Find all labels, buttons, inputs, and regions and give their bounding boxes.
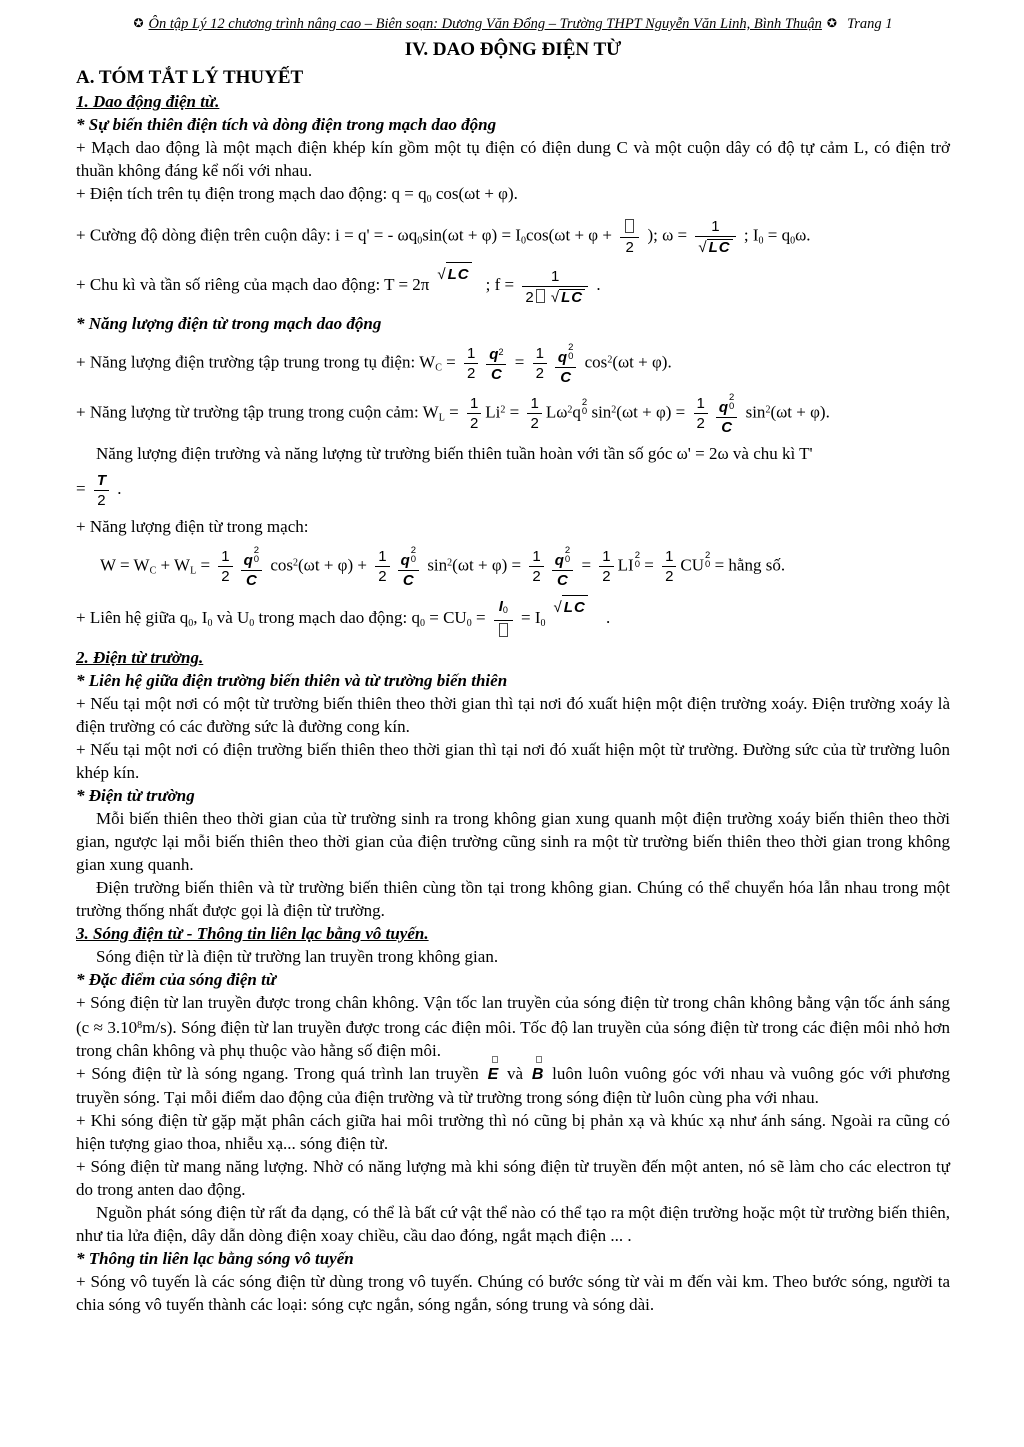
- stack-subscript: 0: [410, 553, 417, 565]
- text-run: 1: [602, 548, 611, 566]
- fraction-denominator: [527, 414, 541, 431]
- text-run: 2: [532, 568, 541, 586]
- text-run: + Chu kì và tần số riêng của mạch dao động: T = 2π: [76, 275, 430, 294]
- stack-subscript: 0: [634, 559, 640, 570]
- fraction-numerator: [467, 395, 481, 414]
- text-run: + Điện tích trên tụ điện trong mạch dao động: q = q: [76, 184, 427, 203]
- fraction-numerator: [529, 548, 543, 567]
- text-run: = CU: [425, 607, 467, 627]
- paragraph: Năng lượng điện trường và năng lượng từ trường biến thiên tuần hoàn với tần số góc ω' = 2ω và chu kì T': [96, 443, 813, 463]
- paragraph: [76, 595, 950, 640]
- fraction: [694, 395, 708, 431]
- sqrt-expression: [551, 289, 585, 306]
- text-run: 2: [378, 568, 387, 586]
- fraction: [599, 548, 613, 584]
- fraction-denominator: [241, 571, 262, 588]
- fraction-numerator: [522, 268, 588, 287]
- fraction-numerator: [375, 548, 389, 567]
- sqrt-expression: [437, 266, 471, 283]
- math-var: q: [243, 551, 253, 569]
- subscript: 0: [188, 617, 194, 629]
- fraction: [716, 392, 737, 435]
- fraction-denominator: [552, 571, 573, 588]
- fraction-denominator: [662, 567, 676, 584]
- subscript: C: [435, 362, 442, 373]
- fraction-denominator: [464, 364, 478, 381]
- text-run: + W: [156, 555, 191, 574]
- math-var: C: [721, 418, 733, 436]
- numbered-heading: 1. Dao động điện từ.: [76, 92, 220, 111]
- text-run: 1: [551, 267, 560, 285]
- star-heading: * Đặc điểm của sóng điện từ: [76, 970, 277, 990]
- fraction: [241, 545, 262, 588]
- superscript: 2: [611, 404, 617, 415]
- fraction: [398, 545, 419, 588]
- math-var: C: [402, 571, 414, 589]
- paragraph: [76, 342, 950, 385]
- star-heading: * Sự biến thiên điện tích và dòng điện trong mạch dao động: [76, 115, 497, 134]
- paragraph: [76, 1062, 950, 1109]
- fraction-numerator: [662, 548, 676, 567]
- stack-superscript: 2: [705, 550, 711, 561]
- subscript: 0: [249, 617, 255, 629]
- text-run: + Sóng điện từ lan truyền được trong chân không. Vận tốc lan truyền của sóng điện từ trong chân không bằng vận tốc ánh sáng (c ≈ 3.10: [76, 993, 950, 1038]
- text-run: ; f =: [485, 275, 519, 294]
- subscript: L: [190, 565, 197, 576]
- text-run: =: [196, 555, 215, 574]
- text-run: 1: [532, 548, 541, 566]
- text-run: (ωt + φ).: [612, 352, 672, 371]
- paragraph: [76, 182, 950, 211]
- fraction-numerator: [533, 345, 547, 364]
- stack-superscript: 2: [568, 341, 574, 353]
- superscript: 2: [500, 404, 506, 415]
- text-run: LI: [617, 555, 634, 574]
- fraction-denominator: [599, 567, 613, 584]
- text-run: = q: [763, 225, 791, 245]
- math-var: q: [554, 551, 564, 569]
- math-var: q: [718, 398, 729, 416]
- text-run: 2: [466, 365, 476, 383]
- star-heading: * Điện từ trường: [76, 786, 195, 806]
- fraction-numerator: [555, 342, 576, 368]
- fraction: [522, 268, 588, 305]
- stack-subscript: 0: [564, 553, 571, 565]
- text-run: .: [113, 478, 122, 498]
- fraction: [620, 218, 639, 255]
- fraction: [464, 345, 478, 381]
- fraction: [529, 548, 543, 584]
- fraction: [467, 395, 481, 431]
- text-run: cos: [266, 555, 294, 574]
- fraction-denominator: [486, 365, 506, 382]
- text-run: , I: [193, 607, 208, 627]
- sqrt-expression: [554, 599, 588, 616]
- text-run: 1: [530, 395, 539, 413]
- fraction-numerator: [241, 545, 262, 571]
- text-run: Li: [485, 402, 501, 421]
- text-run: (ωt + φ).: [770, 402, 830, 421]
- ornament-icon: ✪: [826, 16, 837, 30]
- fraction: [533, 345, 547, 381]
- fraction-numerator: [695, 218, 735, 237]
- text-run: 2: [469, 415, 479, 433]
- paragraph: [76, 392, 950, 435]
- text-run: q: [572, 402, 581, 421]
- radicand: LC: [708, 239, 731, 256]
- text-run: 2: [535, 365, 544, 383]
- paragraph: Nguồn phát sóng điện từ rất đa dạng, có thể là bất cứ vật thể nào có thể tạo ra một điện trường hoặc một từ trường biến thiên, như tia lửa điện, dây dẫn dòng điện xoay chiều, cầu dao đóng, ngắt mạch điện ... .: [76, 1203, 950, 1246]
- text-run: =: [441, 352, 460, 371]
- superscript: 2: [765, 404, 771, 415]
- paragraph: [76, 991, 950, 1062]
- text-run: 1: [378, 548, 387, 566]
- text-run: 2: [525, 288, 534, 306]
- stack-subscript: 0: [253, 553, 260, 565]
- sup-sub-stack: [411, 546, 416, 564]
- fraction: [552, 545, 573, 588]
- math-var: C: [560, 368, 572, 386]
- paragraph: + Nếu tại một nơi có điện trường biến thiên theo thời gian thì tại nơi đó xuất hiện một từ trường. Đường sức của từ trường luôn khép kín.: [76, 740, 950, 783]
- paragraph: Mỗi biến thiên theo thời gian của từ trường sinh ra trong không gian xung quanh một điện trường xoáy biến thiên theo thời gian, ngược lại mỗi biến thiên theo thời gian của điện trường cũng sinh ra một từ trường biến thiên theo thời gian trong không gian xung quanh.: [76, 809, 950, 875]
- vector-symbol: [488, 1062, 499, 1086]
- text-run: sin: [587, 402, 612, 421]
- subscript: 0: [520, 235, 526, 247]
- fraction: [494, 598, 513, 639]
- stack-superscript: 2: [410, 544, 417, 556]
- math-var: I: [498, 598, 503, 616]
- fraction-numerator: [494, 598, 513, 621]
- fraction-denominator: [218, 567, 232, 584]
- radicand: LC: [561, 288, 584, 306]
- text-run: sin: [741, 402, 766, 421]
- stack-subscript: 0: [729, 400, 735, 412]
- fraction: [218, 548, 232, 584]
- text-run: 2: [97, 491, 106, 509]
- text-run: =: [577, 555, 596, 574]
- text-run: =: [471, 607, 490, 627]
- text-run: =: [510, 352, 529, 371]
- fraction-denominator: [716, 418, 737, 435]
- text-run: =: [444, 402, 463, 421]
- paragraph: + Khi sóng điện từ gặp mặt phân cách giữa hai môi trường thì nó cũng bị phản xạ và khúc xạ như ánh sáng. Ngoài ra cũng có hiện tượng giao thoa, nhiễu xạ... sóng điện từ.: [76, 1111, 950, 1154]
- text-run: 1: [711, 218, 720, 235]
- fraction: [486, 344, 506, 382]
- fraction: [375, 548, 389, 584]
- subscript: 0: [540, 617, 546, 629]
- fraction-numerator: [486, 344, 506, 365]
- fraction-denominator: [467, 414, 481, 431]
- paragraph: Điện trường biến thiên và từ trường biến thiên cùng tồn tại trong không gian. Chúng có thể chuyển hóa lẫn nhau trong một trường thống nhất được gọi là điện từ trường.: [76, 878, 950, 921]
- fraction-denominator: [398, 571, 419, 588]
- subscript: 0: [790, 235, 796, 247]
- text-run: (ωt + φ) =: [616, 402, 690, 421]
- subscript: 0: [417, 235, 423, 247]
- text-run: .: [592, 275, 601, 294]
- math-var: C: [490, 366, 502, 384]
- text-run: 2: [665, 568, 674, 586]
- text-run: 1: [665, 548, 674, 566]
- fraction: [94, 472, 109, 508]
- superscript: 2: [567, 404, 573, 415]
- text-run: 2: [696, 415, 705, 433]
- text-run: + Liên hệ giữa q: [76, 607, 189, 627]
- sup-sub-stack: [565, 546, 570, 564]
- text-run: 1: [221, 548, 230, 566]
- superscript: 8: [137, 1020, 143, 1032]
- text-run: + Năng lượng từ trường tập trung trong cuộn cảm: W: [76, 402, 439, 421]
- text-run: + Cường độ dòng điện trên cuộn dây: i = q' = - ωq: [76, 225, 418, 245]
- fraction-numerator: [527, 395, 541, 414]
- subscript: 0: [502, 605, 508, 616]
- page-number: Trang 1: [846, 16, 893, 32]
- star-heading: * Liên hệ giữa điện trường biến thiên và từ trường biến thiên: [76, 671, 508, 691]
- text-run: luôn luôn vuông góc với nhau và vuông góc với phương truyền sóng. Tại mỗi điểm dao động của điện trường và từ trường trong sóng điện từ luôn cùng pha với nhau.: [76, 1064, 951, 1108]
- text-run: .: [601, 607, 611, 627]
- text-run: = hằng số.: [710, 555, 786, 574]
- superscript: 2: [447, 557, 453, 568]
- fraction-numerator: [716, 392, 737, 418]
- fraction-denominator: [620, 238, 639, 255]
- text-run: cos: [580, 352, 608, 371]
- fraction-denominator: [555, 368, 576, 385]
- missing-glyph-box: [625, 219, 634, 233]
- vector-symbol: [532, 1062, 544, 1086]
- fraction-numerator: [218, 548, 232, 567]
- text-run: (ωt + φ) +: [298, 555, 372, 574]
- sup-sub-stack: [729, 393, 734, 411]
- sqrt-expression-raised: [437, 262, 471, 287]
- fraction: [527, 395, 541, 431]
- math-var: C: [557, 571, 568, 589]
- math-var: q: [557, 348, 568, 366]
- numbered-heading: 2. Điện từ trường.: [76, 648, 204, 668]
- fraction-denominator: [522, 287, 588, 305]
- stack-superscript: 2: [634, 550, 640, 561]
- superscript: 2: [607, 354, 613, 365]
- radicand: LC: [446, 262, 472, 286]
- subscript: 0: [466, 617, 472, 629]
- text-run: =: [505, 402, 524, 421]
- ornament-icon: ✪: [133, 16, 144, 30]
- fraction-denominator: [533, 364, 547, 381]
- paragraph: [76, 218, 950, 255]
- vector-arrow-icon: [492, 1056, 498, 1063]
- text-run: CU: [680, 555, 705, 574]
- sup-sub-stack: [254, 546, 259, 564]
- text-run: cos(ωt + φ).: [431, 184, 518, 203]
- text-run: ; I: [739, 225, 759, 245]
- math-var: T: [96, 471, 107, 489]
- fraction: [695, 218, 735, 255]
- paragraph: Sóng điện từ là điện từ trường lan truyền trong không gian.: [96, 947, 499, 967]
- fraction-denominator: [94, 491, 109, 508]
- stack-superscript: 2: [581, 397, 588, 408]
- header-text: Ôn tập Lý 12 chương trình nâng cao – Biên soạn: Dương Văn Đổng – Trường THPT Nguyễn Văn Linh, Bình Thuận: [148, 16, 822, 32]
- text-run: 1: [469, 395, 479, 413]
- paragraph: + Nếu tại một nơi có một từ trường biến thiên theo thời gian thì tại nơi đó xuất hiện một điện trường xoáy. Điện trường xoáy là điện trường có các đường sức là đường cong kín.: [76, 694, 950, 737]
- stack-superscript: 2: [564, 544, 571, 556]
- stack-subscript: 0: [705, 559, 711, 570]
- sup-sub-stack: [568, 343, 573, 361]
- subscript: 0: [207, 617, 213, 629]
- paragraph: [76, 262, 950, 305]
- text-run: 1: [696, 395, 705, 413]
- fraction: [555, 342, 576, 385]
- radical-sign: √: [553, 598, 562, 616]
- radical-sign: √: [698, 239, 707, 256]
- vector-letter: B: [531, 1066, 544, 1084]
- section-heading: A. TÓM TẮT LÝ THUYẾT: [76, 67, 304, 88]
- text-run: + Năng lượng điện trường tập trung trong tụ điện: W: [76, 352, 436, 371]
- text-run: và U: [212, 607, 250, 627]
- star-heading: * Thông tin liên lạc bằng sóng vô tuyến: [76, 1249, 354, 1269]
- fraction-numerator: [398, 545, 419, 571]
- subscript: 0: [420, 617, 425, 629]
- missing-glyph-box: [499, 623, 508, 637]
- math-var: q: [400, 551, 410, 569]
- subscript: 0: [758, 235, 764, 247]
- fraction-denominator: [529, 567, 543, 584]
- text-run: ); ω =: [643, 225, 692, 245]
- sqrt-expression: [698, 239, 732, 256]
- text-run: 1: [466, 345, 476, 363]
- page-header: [76, 14, 950, 34]
- radical-sign: √: [550, 288, 560, 306]
- radicand: LC: [562, 595, 588, 619]
- text-run: = I: [516, 607, 541, 627]
- document-body: [76, 65, 950, 1316]
- fraction: [662, 548, 676, 584]
- text-run: và: [501, 1064, 529, 1084]
- missing-glyph-box: [536, 289, 545, 303]
- paragraph: [76, 472, 950, 508]
- text-run: m/s). Sóng điện từ lan truyền được trong các điện môi. Tốc độ lan truyền của sóng điện từ trong các điện môi nhỏ hơn trong chân không và phụ thuộc vào hằng số điện môi.: [76, 1018, 950, 1061]
- superscript: 2: [498, 347, 504, 358]
- fraction-numerator: [620, 218, 639, 238]
- text-run: 2: [625, 239, 634, 256]
- math-var: q: [489, 346, 499, 364]
- text-run: + Sóng điện từ là sóng ngang. Trong quá trình lan truyền: [76, 1064, 485, 1084]
- vector-letter: E: [487, 1066, 499, 1084]
- subscript: C: [149, 565, 157, 576]
- text-run: ω.: [795, 225, 811, 245]
- paragraph: + Sóng vô tuyến là các sóng điện từ dùng trong vô tuyến. Chúng có bước sóng từ vài m đến vài km. Theo bước sóng, người ta chia sóng vô tuyến thành các loại: sóng cực ngắn, sóng ngắn, sóng trung và sóng dài.: [76, 1272, 950, 1315]
- text-run: sin: [423, 555, 448, 574]
- radical-sign: √: [437, 266, 446, 283]
- fraction-denominator: [494, 621, 513, 639]
- text-run: 2: [530, 415, 539, 433]
- fraction-numerator: [464, 345, 478, 364]
- stack-superscript: 2: [729, 391, 735, 403]
- fraction-denominator: [375, 567, 389, 584]
- text-run: 2: [221, 568, 230, 586]
- stack-subscript: 0: [581, 406, 588, 417]
- text-run: (ωt + φ) =: [452, 555, 526, 574]
- paragraph: [76, 545, 950, 588]
- superscript: 2: [293, 557, 299, 568]
- fraction-numerator: [94, 472, 109, 491]
- star-heading: * Năng lượng điện từ trong mạch dao động: [76, 313, 382, 333]
- paragraph: + Sóng điện từ mang năng lượng. Nhờ có năng lượng mà khi sóng điện từ truyền đến một anten, nó sẽ làm cho các electron tự do trong anten dao động.: [76, 1157, 950, 1200]
- paragraph: + Mạch dao động là một mạch điện khép kín gồm một tụ điện có điện dung C và một cuộn dây có độ tự cảm L, có điện trở thuần không đáng kể nối với nhau.: [76, 138, 950, 180]
- sqrt-expression-raised: [554, 595, 588, 620]
- fraction-denominator: [694, 414, 708, 431]
- fraction-numerator: [694, 395, 708, 414]
- document-title: IV. DAO ĐỘNG ĐIỆN TỪ: [404, 39, 622, 60]
- fraction-numerator: [552, 545, 573, 571]
- text-run: 1: [535, 345, 544, 363]
- fraction-denominator: [695, 237, 735, 255]
- paragraph: + Năng lượng điện từ trong mạch:: [76, 516, 309, 536]
- subscript: L: [438, 412, 445, 423]
- text-run: =: [639, 555, 659, 574]
- fraction-numerator: [599, 548, 613, 567]
- text-run: Lω: [545, 402, 568, 421]
- text-run: W = W: [100, 555, 150, 574]
- text-run: sin(ωt + φ) = I: [422, 225, 521, 245]
- stack-subscript: 0: [568, 350, 574, 362]
- text-run: =: [76, 478, 90, 498]
- text-run: 2: [602, 568, 611, 586]
- math-var: C: [245, 571, 257, 589]
- vector-arrow-icon: [536, 1056, 542, 1063]
- text-run: cos(ωt + φ +: [525, 225, 617, 245]
- text-run: trong mạch dao động: q: [254, 607, 420, 627]
- numbered-heading: 3. Sóng điện từ - Thông tin liên lạc bằng vô tuyến.: [76, 924, 429, 944]
- stack-superscript: 2: [253, 544, 260, 556]
- subscript: 0: [426, 194, 432, 205]
